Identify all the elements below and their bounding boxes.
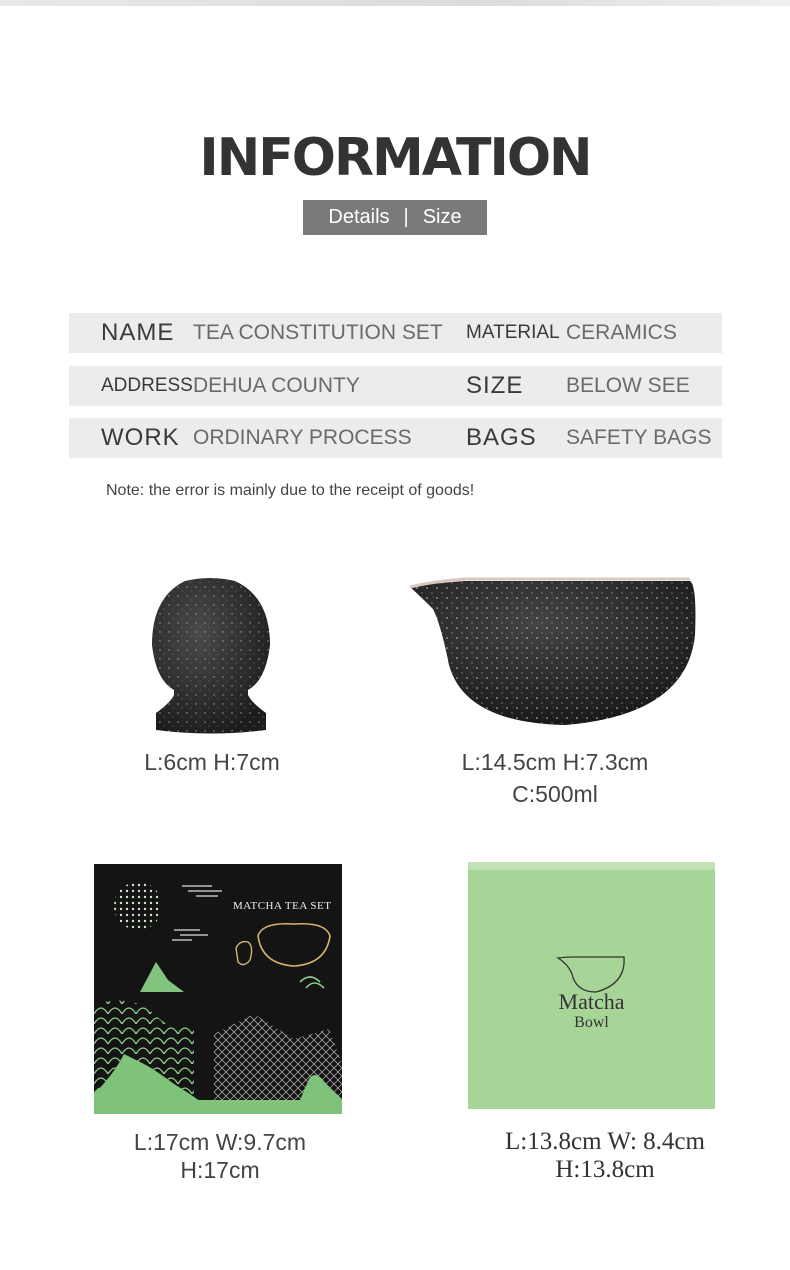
matcha-bowl-image bbox=[405, 575, 700, 735]
tab-bar bbox=[303, 200, 487, 235]
value-size: BELOW SEE bbox=[566, 374, 690, 397]
bowl-dimensions: L:14.5cm H:7.3cm bbox=[461, 749, 649, 775]
info-row-work bbox=[69, 418, 722, 458]
label-size: SIZE bbox=[466, 372, 524, 399]
label-bags: BAGS bbox=[466, 424, 537, 451]
tab-size[interactable]: Size bbox=[422, 206, 462, 228]
info-row-name bbox=[69, 313, 722, 353]
whisk-holder-image bbox=[140, 575, 280, 740]
label-work: WORK bbox=[101, 424, 180, 451]
tab-separator: | bbox=[403, 206, 409, 228]
green-box-height: H:13.8cm bbox=[555, 1156, 655, 1183]
green-box-title: Matcha bbox=[558, 989, 625, 1014]
whisk-holder-dimensions: L:6cm H:7cm bbox=[144, 749, 280, 775]
label-address: ADDRESS bbox=[101, 375, 193, 396]
green-box-subtitle: Bowl bbox=[574, 1014, 609, 1031]
green-box-dimensions: L:13.8cm W: 8.4cm bbox=[505, 1128, 705, 1155]
gift-box-height: H:17cm bbox=[180, 1157, 260, 1183]
value-bags: SAFETY BAGS bbox=[566, 426, 712, 449]
value-name: TEA CONSTITUTION SET bbox=[193, 321, 443, 344]
gift-box-image bbox=[94, 864, 342, 1114]
value-material: CERAMICS bbox=[566, 321, 677, 344]
green-box-lid bbox=[468, 862, 715, 870]
disclaimer-note: Note: the error is mainly due to the receipt of goods! bbox=[106, 482, 475, 499]
label-name: NAME bbox=[101, 319, 175, 346]
label-material: MATERIAL bbox=[466, 322, 560, 343]
value-address: DEHUA COUNTY bbox=[193, 374, 360, 397]
gift-box-dimensions: L:17cm W:9.7cm bbox=[133, 1129, 307, 1155]
page-title: INFORMATION bbox=[199, 128, 591, 188]
value-work: ORDINARY PROCESS bbox=[193, 426, 412, 449]
bowl-capacity: C:500ml bbox=[512, 781, 598, 807]
gift-box-label: MATCHA TEA SET bbox=[233, 900, 332, 912]
tab-details[interactable]: Details bbox=[328, 206, 390, 228]
top-border bbox=[0, 0, 790, 6]
green-box-image bbox=[468, 862, 715, 1109]
info-row-address bbox=[69, 366, 722, 406]
